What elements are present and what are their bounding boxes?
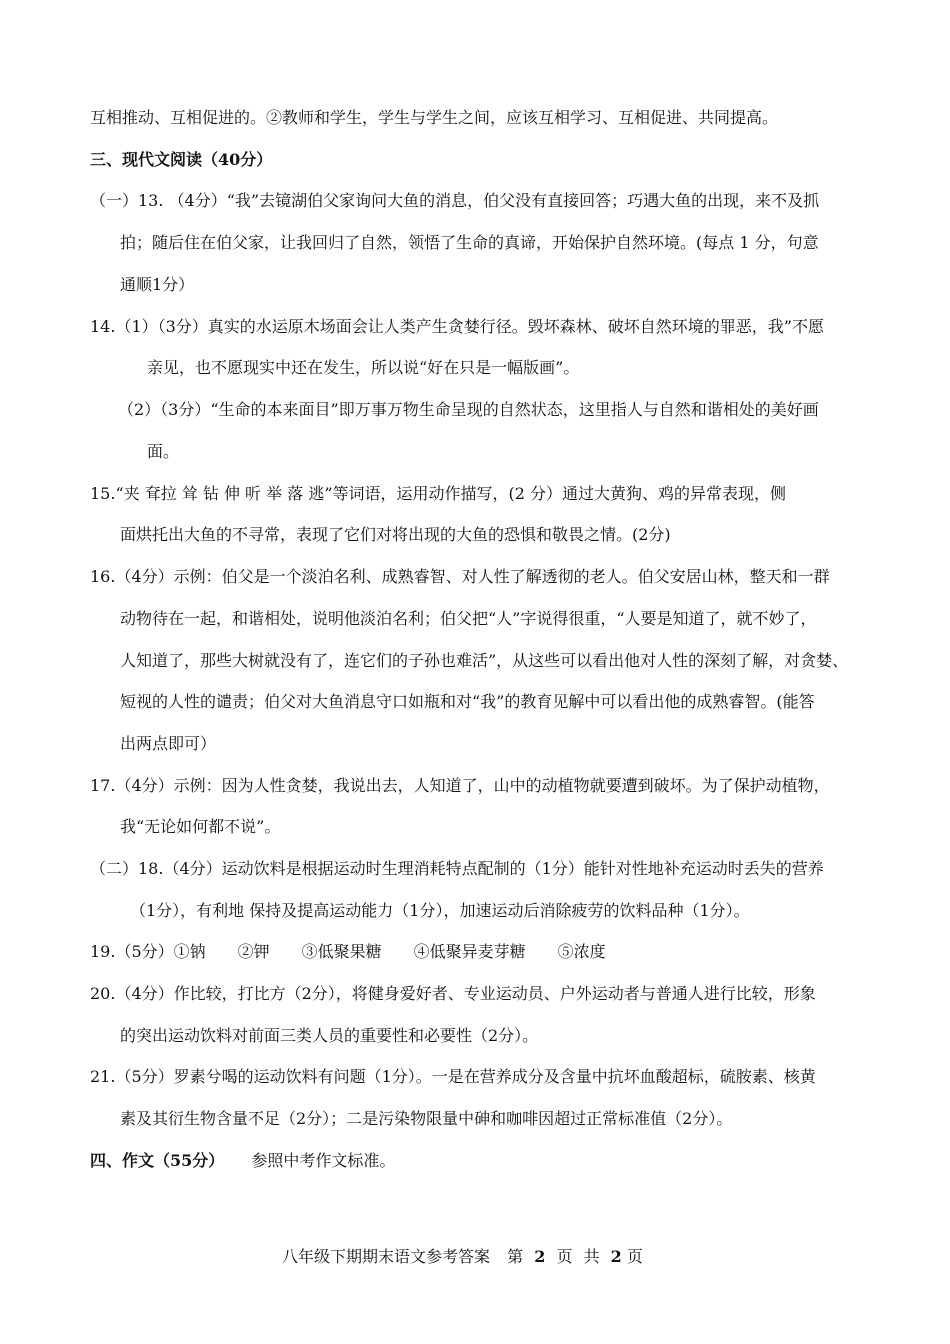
footer-title: 八年级下期期末语文参考答案 — [282, 1247, 491, 1266]
answer-line: 动物待在一起，和谐相处，说明他淡泊名利；伯父把“人”字说得很重，“人要是知道了，就不妙了， — [120, 609, 817, 628]
answer-line: （二）18.（4分）运动饮料是根据运动时生理消耗特点配制的（1分）能针对性地补充运动时丢失的营养 — [90, 859, 824, 878]
footer-page-suffix: 页 — [556, 1247, 573, 1266]
answer-line: 面。 — [147, 442, 180, 461]
answer-line: 15.“夹 耷拉 耸 钻 伸 听 举 落 逃”等词语，运用动作描写，(2 分）通过大黄狗、鸡的异常表现，侧 — [90, 484, 787, 503]
footer-total-number: 2 — [610, 1247, 622, 1266]
answer-line: 19.（5分）①钠 ②钾 ③低聚果糖 ④低聚异麦芽糖 ⑤浓度 — [90, 942, 606, 961]
footer-total-suffix: 页 — [626, 1247, 643, 1266]
answer-line: （一）13. （4分）“我”去镜湖伯父家询问大鱼的消息，伯父没有直接回答；巧遇大鱼的出现，来不及抓 — [90, 191, 820, 210]
answer-line: （2）（3分）“生命的本来面目”即万事万物生命呈现的自然状态，这里指人与自然和谐相处的美好画 — [118, 400, 819, 419]
answer-line: 出两点即可） — [120, 734, 217, 753]
answer-line: 16.（4分）示例：伯父是一个淡泊名利、成熟睿智、对人性了解透彻的老人。伯父安居山林，整天和一群 — [90, 567, 830, 586]
footer-total-label: 共 — [583, 1247, 600, 1266]
section-heading: 三、现代文阅读（40分） — [90, 150, 273, 169]
answer-line: 人知道了，那些大树就没有了，连它们的子孙也难活”，从这些可以看出他对人性的深刻了解，对贪婪、 — [120, 651, 849, 670]
answer-line: 20.（4分）作比较，打比方（2分），将健身爱好者、专业运动员、户外运动者与普通人进行比较，形象 — [90, 984, 816, 1003]
answer-line: 21.（5分）罗素兮喝的运动饮料有问题（1分）。一是在营养成分及含量中抗坏血酸超标，硫胺素、核黄 — [90, 1067, 816, 1086]
answer-line: 14.（1）（3分）真实的水运原木场面会让人类产生贪婪行径。毁坏森林、破坏自然环境的罪恶，我”不愿 — [90, 317, 824, 336]
answer-line: 亲见，也不愿现实中还在发生，所以说“好在只是一幅版画”。 — [147, 358, 580, 377]
essay-note: 参照中考作文标准。 — [251, 1151, 396, 1170]
answer-line: 的突出运动饮料对前面三类人员的重要性和必要性（2分）。 — [120, 1026, 539, 1045]
essay-section — [90, 1150, 395, 1172]
answer-line: 短视的人性的谴责；伯父对大鱼消息守口如瓶和对“我”的教育见解中可以看出他的成熟睿智。(能答 — [120, 692, 815, 711]
answer-line: 通顺1分） — [120, 275, 195, 294]
answer-line: （1分），有利地 保持及提高运动能力（1分），加速运动后消除疲劳的饮料品种（1分）。 — [130, 901, 750, 920]
answer-line: 互相推动、互相促进的。②教师和学生，学生与学生之间，应该互相学习、互相促进、共同提高。 — [90, 108, 779, 127]
answer-line: 面烘托出大鱼的不寻常，表现了它们对将出现的大鱼的恐惧和敬畏之情。(2分) — [120, 525, 671, 544]
footer-page-label: 第 — [507, 1247, 524, 1266]
footer-page-number: 2 — [534, 1247, 546, 1266]
answer-line: 17.（4分）示例：因为人性贪婪，我说出去，人知道了，山中的动植物就要遭到破坏。为了保护动植物， — [90, 776, 830, 795]
answer-line: 素及其衍生物含量不足（2分）；二是污染物限量中砷和咖啡因超过正常标准值（2分）。 — [120, 1109, 733, 1128]
section-heading: 四、作文（55分） — [90, 1151, 225, 1170]
answer-line: 拍；随后住在伯父家，让我回归了自然，领悟了生命的真谛，开始保护自然环境。(每点 1 分，句意 — [120, 233, 819, 252]
page-footer — [282, 1246, 643, 1268]
answer-line: 我“无论如何都不说”。 — [120, 817, 281, 836]
